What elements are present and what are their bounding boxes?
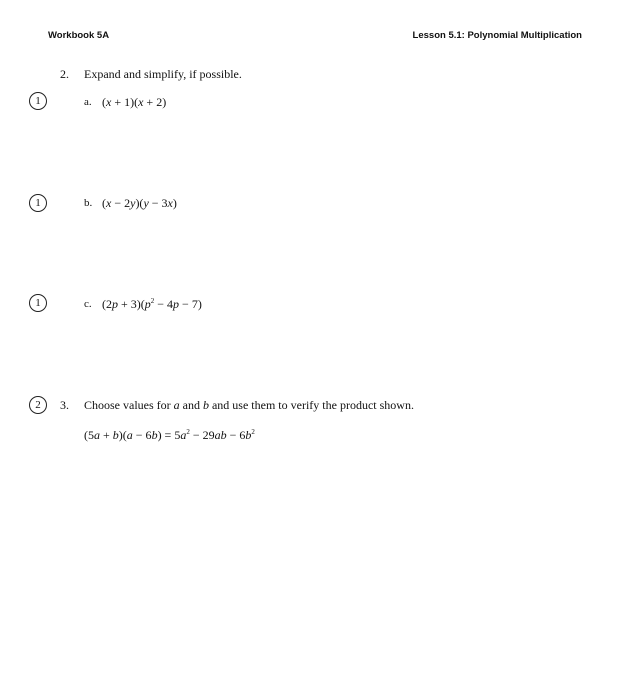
marks-circle-a: 1 xyxy=(29,92,47,110)
part-a-label: a. xyxy=(84,96,92,108)
lesson-title: Lesson 5.1: Polynomial Multiplication xyxy=(412,30,582,41)
marks-circle-b: 1 xyxy=(29,194,47,212)
marks-circle-q3: 2 xyxy=(29,396,47,414)
question-2-number: 2. xyxy=(60,67,69,81)
question-2-prompt: Expand and simplify, if possible. xyxy=(84,67,242,81)
part-b-label: b. xyxy=(84,197,93,209)
part-a-expression: (x + 1)(x + 2) xyxy=(102,95,167,109)
workbook-title: Workbook 5A xyxy=(48,30,110,41)
question-3-expression: $(5a + b)(a - 6b) = 5a^2 - 29ab - 6b^2$ xyxy=(84,428,255,442)
part-b-expression: (x − 2y)(y − 3x) xyxy=(102,196,177,210)
question-3-number: 3. xyxy=(60,398,69,412)
part-c-label: c. xyxy=(84,298,92,310)
part-c-expression: $(2p + 3)(p^2 - 4p - 7)$ xyxy=(102,297,202,311)
question-3-prompt: Choose values for a and b and use them to verify the product shown. xyxy=(84,398,414,412)
marks-circle-c: 1 xyxy=(29,294,47,312)
